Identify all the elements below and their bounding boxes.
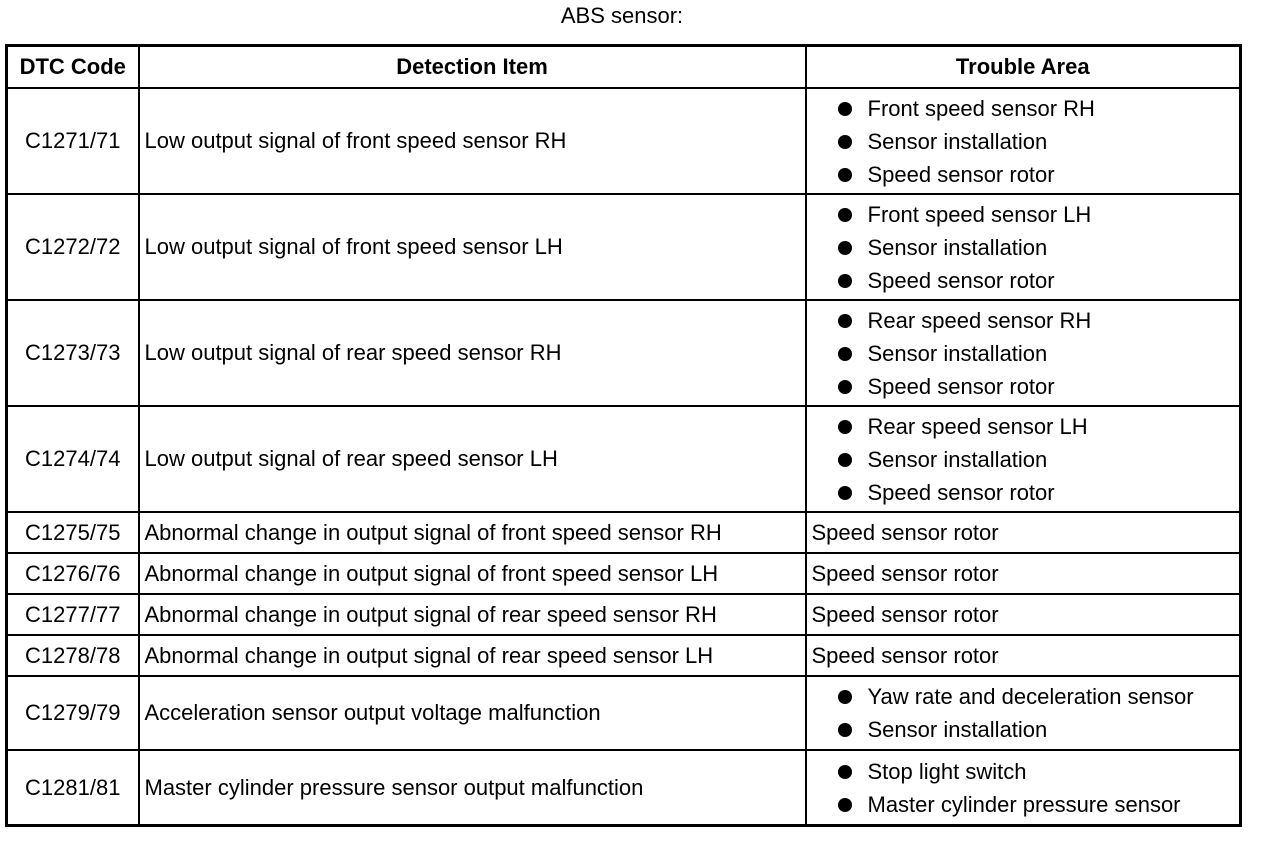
dtc-code: C1281/81 — [7, 750, 139, 826]
bullet-icon — [838, 168, 852, 182]
dtc-table — [5, 44, 1242, 827]
list-item — [834, 264, 1235, 297]
trouble-area: Speed sensor rotor — [806, 635, 1241, 676]
trouble-area-text: Speed sensor rotor — [867, 373, 1055, 399]
bullet-icon — [838, 765, 852, 779]
bullet-icon — [838, 380, 852, 394]
table-row — [7, 406, 1241, 512]
bullet-icon — [838, 347, 852, 361]
bullet-icon — [838, 314, 852, 328]
bullet-icon — [838, 102, 852, 116]
table-caption: ABS sensor: — [560, 3, 684, 28]
dtc-code: C1279/79 — [7, 676, 139, 750]
list-item — [834, 337, 1235, 370]
trouble-area-text: Sensor installation — [867, 340, 1048, 366]
detection-item: Low output signal of front speed sensor LH — [139, 194, 806, 300]
dtc-code: C1277/77 — [7, 594, 139, 635]
trouble-area-text: Stop light switch — [867, 758, 1027, 784]
bullet-icon — [838, 486, 852, 500]
trouble-area-text: Rear speed sensor LH — [867, 413, 1088, 439]
list-item — [834, 158, 1235, 191]
trouble-area — [806, 406, 1241, 512]
trouble-area-text: Master cylinder pressure sensor — [867, 791, 1181, 817]
bullet-icon — [838, 690, 852, 704]
table-row — [7, 512, 1241, 553]
dtc-code: C1276/76 — [7, 553, 139, 594]
table-row — [7, 88, 1241, 194]
trouble-area — [806, 300, 1241, 406]
detection-item: Low output signal of rear speed sensor RH — [139, 300, 806, 406]
trouble-area — [806, 750, 1241, 826]
list-item — [834, 476, 1235, 509]
list-item — [834, 304, 1235, 337]
dtc-code: C1275/75 — [7, 512, 139, 553]
bullet-icon — [838, 208, 852, 222]
detection-item: Abnormal change in output signal of front speed sensor RH — [139, 512, 806, 553]
list-item — [834, 125, 1235, 158]
header-row — [7, 46, 1241, 89]
bullet-icon — [838, 135, 852, 149]
detection-item: Abnormal change in output signal of front speed sensor LH — [139, 553, 806, 594]
bullet-icon — [838, 723, 852, 737]
detection-item: Acceleration sensor output voltage malfunction — [139, 676, 806, 750]
bullet-icon — [838, 453, 852, 467]
list-item — [834, 788, 1235, 821]
table-row — [7, 300, 1241, 406]
header-trouble-area: Trouble Area — [806, 46, 1241, 89]
trouble-area-text: Speed sensor rotor — [867, 479, 1055, 505]
header-detection-item: Detection Item — [139, 46, 806, 89]
dtc-code: C1273/73 — [7, 300, 139, 406]
table-row — [7, 553, 1241, 594]
table-row — [7, 635, 1241, 676]
trouble-area-text: Sensor installation — [867, 446, 1048, 472]
list-item — [834, 680, 1235, 713]
bullet-icon — [838, 241, 852, 255]
trouble-area: Speed sensor rotor — [806, 594, 1241, 635]
detection-item: Master cylinder pressure sensor output malfunction — [139, 750, 806, 826]
list-item — [834, 755, 1235, 788]
list-item — [834, 443, 1235, 476]
detection-item: Low output signal of rear speed sensor LH — [139, 406, 806, 512]
detection-item: Abnormal change in output signal of rear speed sensor LH — [139, 635, 806, 676]
dtc-code: C1271/71 — [7, 88, 139, 194]
trouble-area-text: Sensor installation — [867, 717, 1048, 742]
trouble-area — [806, 194, 1241, 300]
detection-item: Low output signal of front speed sensor RH — [139, 88, 806, 194]
header-dtc-code: DTC Code — [7, 46, 139, 89]
list-item — [834, 231, 1235, 264]
trouble-area-text: Front speed sensor LH — [867, 201, 1092, 227]
list-item — [834, 713, 1235, 746]
trouble-area-text: Speed sensor rotor — [867, 267, 1055, 293]
list-item — [834, 92, 1235, 125]
trouble-area — [806, 676, 1241, 750]
dtc-code: C1278/78 — [7, 635, 139, 676]
trouble-area-text: Speed sensor rotor — [867, 161, 1055, 187]
bullet-icon — [838, 798, 852, 812]
table-row — [7, 750, 1241, 826]
dtc-code: C1272/72 — [7, 194, 139, 300]
table-row — [7, 676, 1241, 750]
trouble-area-text: Yaw rate and deceleration sensor — [867, 684, 1194, 709]
trouble-area-text: Front speed sensor RH — [867, 95, 1095, 121]
dtc-code: C1274/74 — [7, 406, 139, 512]
trouble-area — [806, 88, 1241, 194]
list-item — [834, 370, 1235, 403]
list-item — [834, 198, 1235, 231]
bullet-icon — [838, 420, 852, 434]
list-item — [834, 410, 1235, 443]
table-row — [7, 594, 1241, 635]
detection-item: Abnormal change in output signal of rear speed sensor RH — [139, 594, 806, 635]
table-row — [7, 194, 1241, 300]
trouble-area: Speed sensor rotor — [806, 512, 1241, 553]
trouble-area-text: Rear speed sensor RH — [867, 307, 1092, 333]
bullet-icon — [838, 274, 852, 288]
trouble-area: Speed sensor rotor — [806, 553, 1241, 594]
trouble-area-text: Sensor installation — [867, 234, 1048, 260]
trouble-area-text: Sensor installation — [867, 128, 1048, 154]
